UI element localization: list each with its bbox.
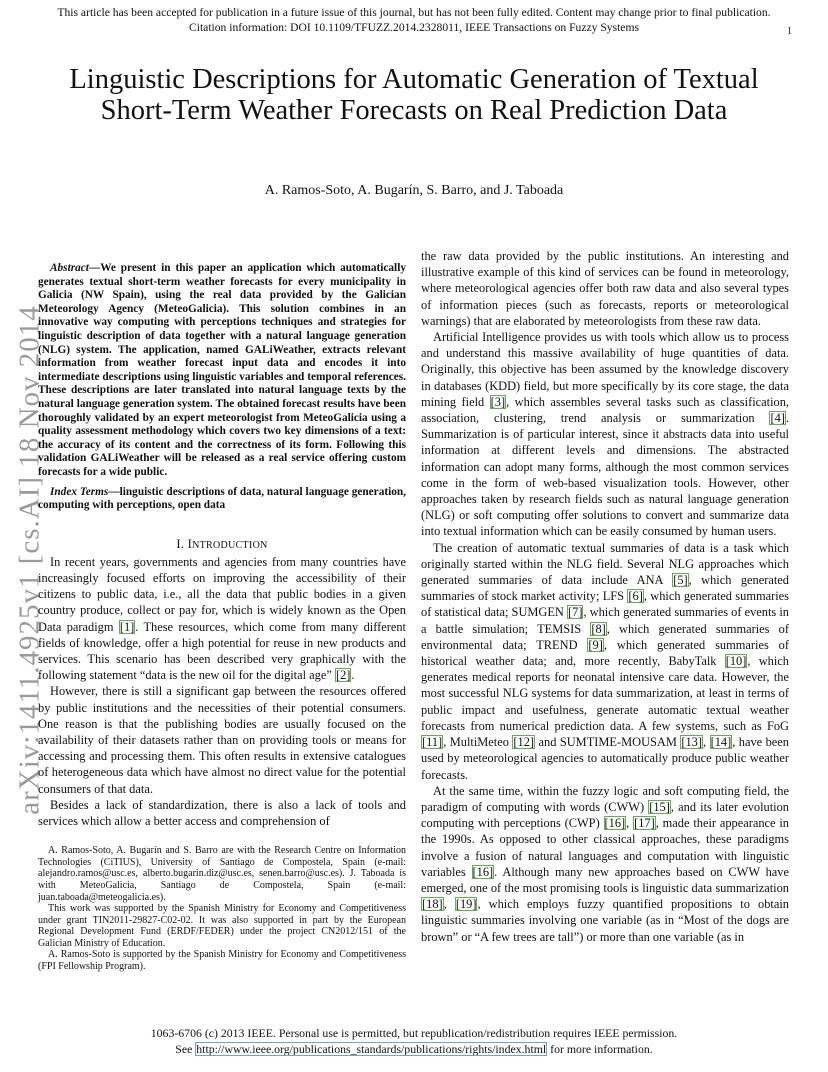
index-terms <box>38 486 406 513</box>
abstract <box>38 262 406 480</box>
paragraph-text: and SUMTIME-MOUSAM <box>535 735 681 750</box>
paragraph-text: , which generates medical reports for neonatal intensive care data. However, the most successful NLG systems for data summarization, at least in terms of public impact and usefulness, generate automatic textual weather forecasts from numerical prediction data. A few systems, such as FoG <box>421 654 789 733</box>
paragraph <box>421 783 789 945</box>
citation-link[interactable]: [2] <box>335 668 351 683</box>
paragraph-text: , have been used by meteorological agencies to automatically produce public weather forecasts. <box>421 735 790 782</box>
footnote: A. Ramos-Soto, A. Bugarín and S. Barro are with the Research Centre on Information Technologies (CiTIUS), University of Santiago de Compostela, Spain (e-mail: alejandro.ramos@usc.es, alberto.bugarin.diz@usc.es, senen.barro@usc.es). J. Taboada is with MeteoGalicia, Santiago de Compostela, Spain (e-mail: juan.taboada@meteogalicia.es). <box>38 845 406 903</box>
citation-link[interactable]: [16] <box>604 816 626 831</box>
paragraph-text: , which assembles several tasks such as classification, association, clustering, trend analysis or summarization <box>421 394 790 426</box>
footnotes <box>38 845 406 973</box>
citation-link[interactable]: [8] <box>591 621 606 636</box>
citation-link[interactable]: [16] <box>472 864 494 879</box>
paragraph-text: , <box>443 897 455 912</box>
header-notice: This article has been accepted for publication in a future issue of this journal, but has not been fully edited. Content may change prior to final publication. <box>57 6 771 19</box>
citation-link[interactable]: [9] <box>588 637 603 652</box>
citation-link[interactable]: [4] <box>770 411 785 426</box>
citation-link[interactable]: [6] <box>628 589 643 604</box>
footnote: A. Ramos-Soto is supported by the Spanish Ministry for Economy and Competitiveness (FPI Fellowship Program). <box>38 949 406 973</box>
section-numeral: I. <box>176 536 185 551</box>
intro-body <box>38 554 406 829</box>
index-terms-text: —linguistic descriptions of data, natural language generation, computing with perceptions, open data <box>38 485 406 512</box>
abstract-text: —We present in this paper an application which automatically generates textual short-term weather forecasts for every municipality in Galicia (NW Spain), using the real data provided by the Galician Meteorology Agency (MeteoGalicia). This solution combines in an innovative way computing with perceptions techniques and strategies for linguistic description of data together with a natural language generation (NLG) system. The application, named GALiWeather, extracts relevant information from weather forecast input data and encodes it into intermediate descriptions using linguistic variables and temporal references. These descriptions are later translated into natural language texts by the natural language generation system. The obtained forecast results have been thoroughly validated by an expert meteorologist from MeteoGalicia using a quality assessment methodology which covers two key dimensions of a text: the accuracy of its content and the correctness of its form. Following this validation GALiWeather will be released as a real service offering custom forecasts for a wide public. <box>38 262 406 478</box>
paragraph <box>421 329 789 540</box>
citation-link[interactable]: [15] <box>649 799 670 814</box>
paragraph-text: , which generated summaries of stock market activity; LFS <box>421 573 790 604</box>
rights-prefix: See <box>175 1042 196 1056</box>
copyright-line: 1063-6706 (c) 2013 IEEE. Personal use is permitted, but republication/redistribution requires IEEE permission. <box>150 1026 678 1040</box>
paragraph-text: . Although many new approaches based on CWW have emerged, one of the most promising tools is linguistic data summarization <box>421 864 789 895</box>
citation-link[interactable]: [11] <box>422 735 443 750</box>
paragraph-text: The creation of automatic textual summaries of data is a task which originally started within the NLG field. Several NLG approaches which generated summaries of data include ANA <box>421 540 789 588</box>
citation-link[interactable]: [7] <box>568 605 583 620</box>
paragraph-text: . These resources, which come from many different fields of knowledge, offer a high potential for reuse in new products and services. This scenario has been described very graphically with the following statement “data is the new oil for the digital age” <box>38 619 406 683</box>
paragraph: the raw data provided by the public institutions. An interesting and illustrative example of this kind of services can be found in meteorology, where meteorological agencies offer both raw data and also several types of information pieces (such as forecasts, reports or meteorological warnings) that are elaborated by meteorologists from these raw data. <box>421 249 789 328</box>
copyright-footer <box>0 1025 828 1057</box>
paragraph: However, there is still a significant gap between the resources offered by public institutions and the necessities of their potential consumers. One reason is that the publishing bodies are usually focused on the availability of their datasets rather than on providing tools or means for accessing and processing them. This often results in extensive catalogues of heterogeneous data which have almost no direct value for the potential consumers of that data. <box>38 684 406 796</box>
paragraph-text: , and its later evolution computing with perceptions (CWP) <box>421 799 789 831</box>
paragraph-text: , which employs fuzzy quantified propositions to obtain linguistic summaries involving one variable (as in “Most of the dogs are brown” or “A few trees are tall”) or more than one variable (as in <box>421 897 789 944</box>
paragraph <box>421 540 789 783</box>
citation-link[interactable]: [3] <box>490 394 506 409</box>
section-initial: I <box>187 536 193 551</box>
abstract-label: Abstract <box>50 262 89 274</box>
section-rest: NTRODUCTION <box>192 539 268 551</box>
paragraph: Besides a lack of standardization, there is also a lack of tools and services which allow a better access and comprehension of <box>38 797 406 828</box>
paragraph <box>38 554 406 684</box>
rights-url-link[interactable]: http://www.ieee.org/publications_standards/publications/rights/index.html <box>196 1042 547 1056</box>
paragraph-text: , which generated summaries of events in a battle simulation; TEMSIS <box>421 605 789 636</box>
citation-link[interactable]: [17] <box>634 816 655 831</box>
footnote: This work was supported by the Spanish Ministry for Economy and Competitiveness under grant TIN2011-29827-C02-02. It was also supported in part by the European Regional Development Fund (ERDF/FEDER) under the project CN2012/151 of the Galician Ministry of Education. <box>38 903 406 949</box>
paper-authors: A. Ramos-Soto, A. Bugarín, S. Barro, and J. Taboada <box>264 183 564 198</box>
citation-link[interactable]: [14] <box>710 735 732 750</box>
paragraph-text: , made their appearance in the 1990s. As opposed to other classical approaches, these paradigms involve a fusion of natural languages and computation with linguistic variables <box>421 816 789 879</box>
paragraph-text: , which generated summaries of historical weather data; and, more recently, BabyTalk <box>421 637 789 669</box>
citation-link[interactable]: [19] <box>455 897 477 912</box>
citation-link[interactable]: [18] <box>422 897 443 912</box>
index-terms-label: Index Terms <box>50 485 109 498</box>
header-citation: Citation information: DOI 10.1109/TFUZZ.2014.2328011, IEEE Transactions on Fuzzy Systems <box>189 21 639 34</box>
citation-link[interactable]: [5] <box>673 573 688 588</box>
paragraph-text: In recent years, governments and agencies from many countries have increasingly focused efforts on improving the accessibility of their citizens to public data, i.e., all the data that public bodies in a given country produce, collect or pay for, which is widely known as the Open Data paradigm <box>38 554 406 634</box>
arxiv-id: arXiv:1411.4925v1 [cs.AI] 18 Nov 2014 <box>13 305 46 815</box>
paragraph-text: . Summarization is of particular interest, since it abstracts data into useful information at different levels and dimensions. The abstracted information can adopt many forms, although the most common services come in the form of web-based visualization tools. However, other approaches taken by research fields such as natural language generation (NLG) or soft computing offer solutions to convert and summarize data into textual information which can be easily consumed by human users. <box>421 411 789 539</box>
page-number: 1 <box>787 26 792 37</box>
paragraph-text: , which generated summaries of statistical data; SUMGEN <box>421 589 789 620</box>
citation-link[interactable]: [1] <box>119 619 135 634</box>
citation-link[interactable]: [10] <box>725 654 747 669</box>
section-heading <box>38 537 406 552</box>
citation-link[interactable]: [13] <box>681 735 702 750</box>
paragraph-text: , <box>703 735 710 750</box>
paragraph-text: Artificial Intelligence provides us with tools which allow us to process and understand this massive availability of huge quantities of data. Originally, this objective has been assumed by the knowledge discovery in databases (KDD) field, but more specifically by its core stage, the data mining field <box>421 330 789 409</box>
paper-title: Linguistic Descriptions for Automatic Generation of Textual Short-Term Weather Forecasts on Real Prediction Data <box>69 64 759 126</box>
citation-link[interactable]: [12] <box>513 735 535 750</box>
paragraph-text: . <box>351 668 355 683</box>
paragraph-text: , MultiMeteo <box>443 735 513 750</box>
left-column <box>38 262 406 973</box>
paragraph-text: At the same time, within the fuzzy logic and soft computing field, the paradigm of computing with words (CWW) <box>421 783 789 814</box>
rights-suffix: for more information. <box>547 1042 653 1056</box>
paragraph-text: , <box>626 816 634 831</box>
rights-line <box>0 1041 828 1057</box>
paragraph-text: , which generated summaries of environmental data; TREND <box>421 621 789 652</box>
right-column <box>421 248 789 945</box>
